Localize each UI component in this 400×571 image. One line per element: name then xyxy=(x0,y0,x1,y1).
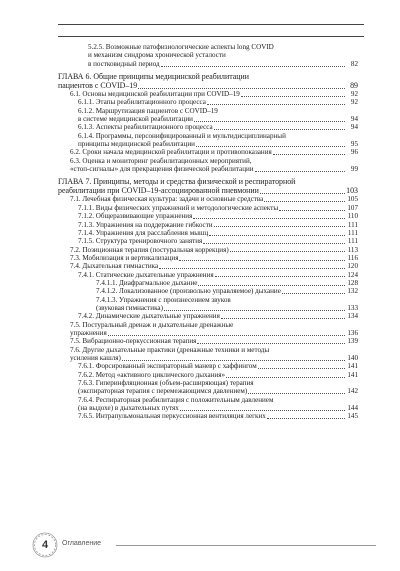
dot-leader xyxy=(282,293,345,294)
toc-entry-page: 92 xyxy=(350,98,358,107)
dot-leader xyxy=(214,226,345,227)
top-rule-upper xyxy=(58,24,364,25)
toc-entry-title xyxy=(78,229,346,237)
toc-entry-title xyxy=(96,279,346,287)
dot-leader xyxy=(196,146,345,147)
dot-leader xyxy=(226,377,345,378)
toc-entry[interactable] xyxy=(58,212,358,220)
toc-entry-title xyxy=(70,246,346,254)
toc-entry-title xyxy=(78,362,346,370)
toc-entry-page: 107 xyxy=(347,203,358,212)
toc-entry-line: 7.1.4. Упражнения для расслабления мышц xyxy=(78,228,209,237)
toc-entry[interactable] xyxy=(58,296,358,313)
toc-entry[interactable] xyxy=(58,195,358,203)
toc-entry-title xyxy=(78,237,346,245)
dot-leader xyxy=(159,268,345,269)
dot-leader xyxy=(209,235,345,236)
toc-entry-line: в системе медицинской реабилитации xyxy=(78,115,193,124)
toc-entry-page: 96 xyxy=(350,148,358,157)
toc-chapter[interactable] xyxy=(58,177,358,195)
toc-entry-page: 132 xyxy=(347,287,358,296)
toc-entry-line: 7.4. Дыхательная гимнастика xyxy=(70,262,159,271)
page-footer xyxy=(36,536,376,556)
toc-entry-line: ГЛАВА 7. Принципы, методы и средства физической и респираторной xyxy=(58,177,296,187)
toc-entry-line: 6.1. Основы медицинской реабилитации при COVID–19 xyxy=(70,90,240,99)
toc-entry-line: 6.3. Оценка и мониторинг реабилитационных мероприятий, xyxy=(70,156,252,165)
toc-entry-title xyxy=(70,346,346,363)
toc-entry[interactable] xyxy=(58,271,358,279)
dot-leader xyxy=(164,310,345,311)
dot-leader xyxy=(203,243,345,244)
dot-leader xyxy=(214,129,345,130)
dot-leader xyxy=(230,251,345,252)
toc-entry-line: 7.1. Лечебная физическая культура: задачи и основные средства xyxy=(70,195,264,204)
toc-entry-line: и механизм синдрома хронической усталости xyxy=(88,51,226,60)
toc-entry-title xyxy=(78,221,346,229)
toc-entry[interactable] xyxy=(58,279,358,287)
dot-leader xyxy=(279,210,345,211)
footer-label: Оглавление xyxy=(62,540,102,547)
toc-entry-line: 7.6.4. Респираторная реабилитация с положительным давлением xyxy=(78,395,274,404)
toc-entry-line: 7.6.2. Метод «активного циклического дыхания» xyxy=(78,370,226,379)
dot-leader xyxy=(161,66,345,67)
toc-entry-page: 94 xyxy=(350,123,358,132)
toc-entry-line: 7.4.1. Статические дыхательные упражнения xyxy=(78,270,214,279)
toc-entry[interactable] xyxy=(58,98,358,106)
toc-entry[interactable] xyxy=(58,157,358,174)
toc-entry-line: (экспираторная терапия с перемежающимся давлением) xyxy=(78,387,248,396)
toc-entry-title xyxy=(78,98,346,106)
toc-entry-line: упражнения xyxy=(70,328,107,337)
toc-entry-title xyxy=(70,148,346,156)
toc-entry-page: 133 xyxy=(347,303,358,312)
toc-entry-line: 7.4.1.1. Диафрагмальное дыхание xyxy=(96,278,198,287)
toc-entry[interactable] xyxy=(58,229,358,237)
toc-entry-line: 7.6. Другие дыхательные практики (дренажные техники и методы xyxy=(70,345,270,354)
toc-entry-line: пациентов с COVID–19 xyxy=(58,81,138,91)
dot-leader xyxy=(248,393,345,394)
footer-rule xyxy=(116,545,376,546)
toc-entry-line: 7.1.1. Виды физических упражнений и методологические аспекты xyxy=(78,203,279,212)
toc-entry-line: 7.6.1. Форсированный экспираторный маневр с хаффингом xyxy=(78,362,257,371)
toc-entry-title xyxy=(78,412,346,420)
toc-entry[interactable] xyxy=(58,221,358,229)
toc-entry-line: ГЛАВА 6. Общие принципы медицинской реабилитации xyxy=(58,72,249,82)
toc-entry-title xyxy=(78,212,346,220)
toc-entry-line: 7.5. Постуральный дренаж и дыхательные дренажные xyxy=(70,320,234,329)
toc-entry[interactable] xyxy=(58,123,358,131)
toc-entry-line: принципы медицинской реабилитации xyxy=(78,140,195,149)
toc-entry-title xyxy=(70,157,346,174)
toc-entry-line: 7.4.2. Динамические дыхательные упражнения xyxy=(78,312,220,321)
toc-entry-title xyxy=(70,262,346,270)
toc-entry-page: 136 xyxy=(347,328,358,337)
toc-entry[interactable] xyxy=(58,321,358,338)
toc-entry-page: 128 xyxy=(347,278,358,287)
toc-chapter[interactable] xyxy=(58,72,358,90)
toc-entry-line: 6.1.2. Маршрутизация пациентов с COVID–19 xyxy=(78,106,218,115)
toc-entry-page: 89 xyxy=(350,81,358,91)
toc-entry[interactable] xyxy=(58,132,358,149)
toc-entry[interactable] xyxy=(58,396,358,413)
dot-leader xyxy=(179,260,345,261)
toc-entry-title xyxy=(78,204,346,212)
toc-entry[interactable] xyxy=(58,43,358,68)
dot-leader xyxy=(207,104,345,105)
dot-leader xyxy=(122,360,345,361)
toc-entry-line: 6.2. Сроки начала медицинской реабилитации и противопоказания xyxy=(70,148,272,157)
dot-leader xyxy=(138,88,345,89)
toc-entry-title xyxy=(70,90,346,98)
dot-leader xyxy=(241,96,345,97)
table-of-contents xyxy=(58,43,358,421)
dot-leader xyxy=(221,318,345,319)
toc-entry-title xyxy=(78,371,346,379)
dot-leader xyxy=(215,276,345,277)
toc-entry[interactable] xyxy=(58,287,358,295)
toc-entry-title xyxy=(96,296,346,313)
toc-entry-line: 7.3. Мобилизация и вертикализация xyxy=(70,253,179,262)
toc-entry-page: 142 xyxy=(347,387,358,396)
toc-entry-line: 5.2.5. Возможные патофизиологические аспекты long COVID xyxy=(88,43,274,51)
toc-entry-page: 111 xyxy=(347,220,358,229)
top-rule-lower xyxy=(58,36,364,37)
toc-entry-page: 116 xyxy=(347,253,358,262)
toc-entry-page: 105 xyxy=(347,195,358,204)
toc-entry-page: 141 xyxy=(347,370,358,379)
toc-entry-title xyxy=(70,337,346,345)
toc-entry-line: 7.6.3. Гиперинфляционная (объем-расширяющая) терапия xyxy=(78,379,254,388)
toc-entry-page: 99 xyxy=(350,165,358,174)
toc-entry-line: 7.6.5. Интрапульмональная перкуссионная вентиляция легких xyxy=(78,412,266,421)
toc-entry-line: 6.1.3. Аспекты реабилитационного процесса xyxy=(78,123,213,132)
toc-entry[interactable] xyxy=(58,379,358,396)
toc-entry-line: усиления кашля) xyxy=(70,354,121,362)
toc-entry-line: «стоп-сигналы» для прекращения физической реабилитации xyxy=(70,165,254,174)
toc-entry-page: 120 xyxy=(347,262,358,271)
toc-entry-line: 6.1.1. Этапы реабилитационного процесса xyxy=(78,98,206,107)
toc-entry[interactable] xyxy=(58,312,358,320)
toc-entry-title xyxy=(78,396,346,413)
toc-entry-line: реабилитации при COVID–19-ассоциированной пневмонии xyxy=(58,186,259,196)
dot-leader xyxy=(255,171,345,172)
toc-entry-line: 7.1.5. Структура тренировочного занятия xyxy=(78,237,203,246)
dot-leader xyxy=(198,285,345,286)
toc-entry-line: в постковидный период xyxy=(88,59,160,68)
toc-entry-line: (звуковая гимнастика) xyxy=(96,303,163,312)
toc-entry[interactable] xyxy=(58,262,358,270)
toc-entry-page: 82 xyxy=(350,59,358,68)
toc-entry-page: 140 xyxy=(347,354,358,362)
toc-entry[interactable] xyxy=(58,362,358,370)
toc-entry[interactable] xyxy=(58,254,358,262)
toc-entry-line: 7.4.1.2. Локализованное (произвольно управляемое) дыхание xyxy=(96,287,281,296)
toc-entry[interactable] xyxy=(58,237,358,245)
toc-entry[interactable] xyxy=(58,90,358,98)
toc-entry-title xyxy=(70,321,346,338)
dot-leader xyxy=(260,193,345,194)
toc-entry-page: 110 xyxy=(347,212,358,221)
dot-leader xyxy=(264,201,345,202)
toc-entry-page: 92 xyxy=(350,90,358,99)
toc-entry[interactable] xyxy=(58,346,358,363)
page-number: 4 xyxy=(41,539,49,551)
toc-entry-page: 139 xyxy=(347,337,358,346)
toc-entry[interactable] xyxy=(58,246,358,254)
page-number-badge xyxy=(36,536,54,554)
toc-entry[interactable] xyxy=(58,412,358,420)
toc-entry-page: 95 xyxy=(350,140,358,149)
toc-entry-page: 111 xyxy=(347,237,358,246)
toc-entry-page: 144 xyxy=(347,404,358,413)
toc-entry-line: 7.2. Позиционная терапия (постуральная коррекция) xyxy=(70,245,229,254)
dot-leader xyxy=(193,218,345,219)
toc-entry-page: 141 xyxy=(347,362,358,371)
toc-entry-page: 94 xyxy=(350,115,358,124)
dot-leader xyxy=(194,121,345,122)
toc-entry[interactable] xyxy=(58,148,358,156)
dot-leader xyxy=(180,410,345,411)
toc-entry-page: 103 xyxy=(346,186,358,196)
toc-entry-title xyxy=(96,287,346,295)
toc-entry-title xyxy=(88,43,346,68)
toc-entry[interactable] xyxy=(58,371,358,379)
toc-entry-line: (на выдохе) в дыхательных путях xyxy=(78,404,179,413)
toc-entry-title xyxy=(78,271,346,279)
toc-entry-title xyxy=(78,123,346,131)
dot-leader xyxy=(108,335,345,336)
toc-entry-title xyxy=(70,254,346,262)
toc-entry-line: 7.4.1.3. Упражнения с произнесением звуков xyxy=(96,295,231,304)
toc-entry-title xyxy=(70,195,346,203)
toc-entry-line: 7.1.2. Общеразвивающие упражнения xyxy=(78,212,193,221)
dot-leader xyxy=(258,368,345,369)
toc-entry-page: 124 xyxy=(347,270,358,279)
toc-entry-title xyxy=(78,107,346,124)
toc-entry-title xyxy=(78,132,346,149)
dot-leader xyxy=(267,418,345,419)
toc-entry-page: 134 xyxy=(347,312,358,321)
dot-leader xyxy=(273,154,345,155)
toc-entry-page: 145 xyxy=(347,412,358,421)
toc-entry-title xyxy=(58,72,346,90)
toc-entry-title xyxy=(78,379,346,396)
toc-entry-line: 7.1.3. Упражнения на поддержание гибкости xyxy=(78,220,213,229)
toc-entry[interactable] xyxy=(58,107,358,124)
toc-entry[interactable] xyxy=(58,337,358,345)
toc-entry-line: 7.5. Вибрационно-перкуссионная терапия xyxy=(70,337,197,346)
toc-entry-line: 6.1.4. Программы, персонифицированный и мультидисциплинарный xyxy=(78,131,286,140)
toc-entry-title xyxy=(78,312,346,320)
toc-entry-page: 113 xyxy=(347,245,358,254)
toc-entry[interactable] xyxy=(58,204,358,212)
dot-leader xyxy=(197,343,345,344)
toc-entry-page: 111 xyxy=(347,228,358,237)
toc-entry-title xyxy=(58,177,346,195)
